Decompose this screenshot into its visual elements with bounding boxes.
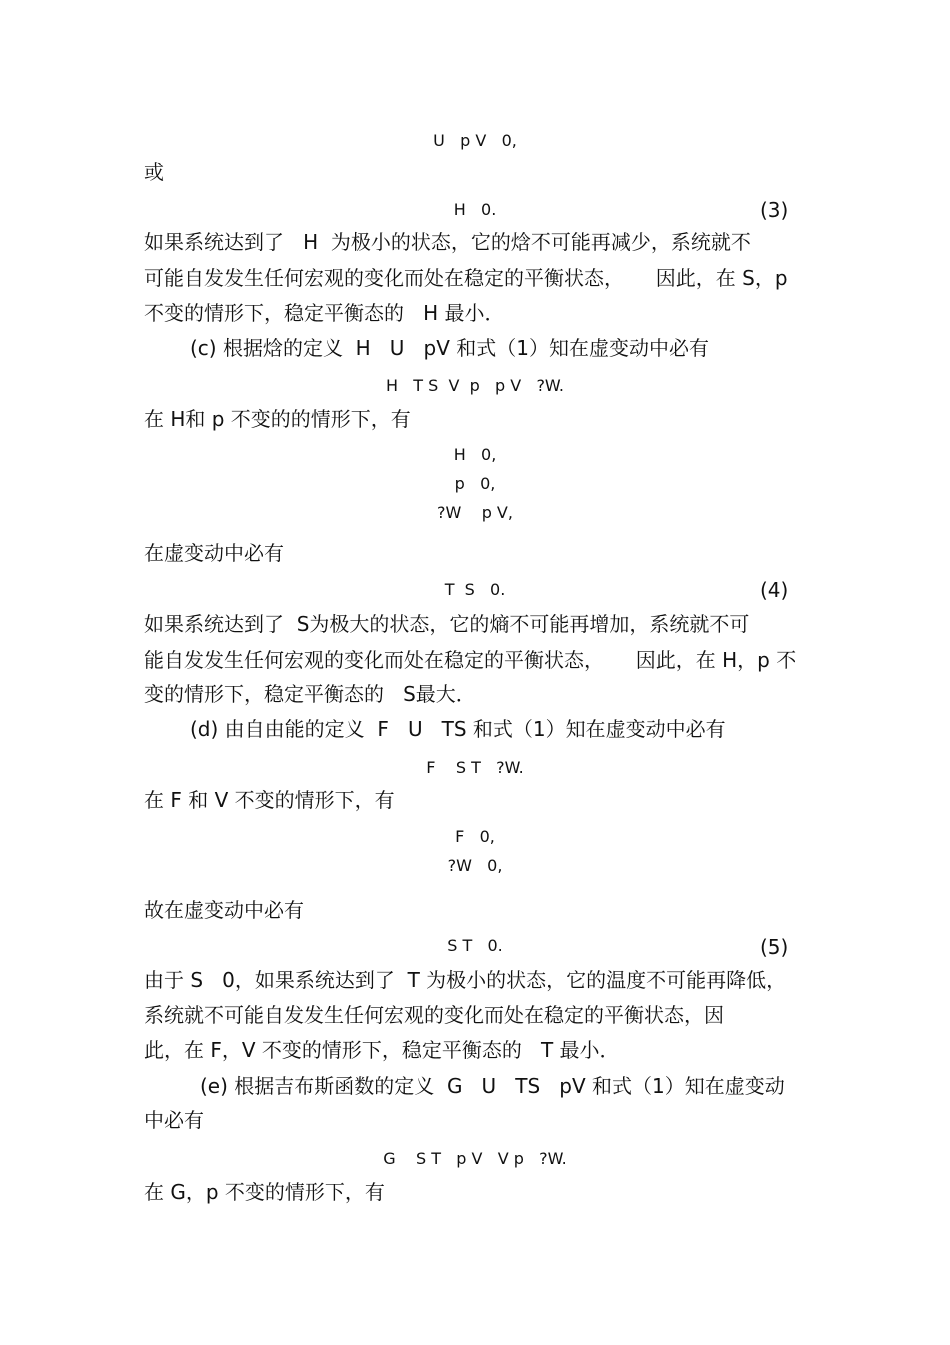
equation-number: (5) [760, 935, 789, 959]
text-line: 在 F 和 V 不变的情形下，有 [144, 788, 395, 812]
text-line: 在 G，p 不变的情形下，有 [144, 1180, 385, 1204]
text-line: 可能自发发生任何宏观的变化而处在稳定的平衡状态， 因此，在 S，p [144, 266, 788, 290]
equation-line: F S T ?W. [426, 758, 524, 777]
text-line: (c) 根据焓的定义 H U pV 和式（1）知在虚变动中必有 [190, 336, 709, 360]
equation-line: T S 0. [444, 580, 506, 599]
text-line: 或 [144, 160, 164, 184]
text-line: 如果系统达到了 H 为极小的状态，它的焓不可能再减少，系统就不 [144, 230, 751, 254]
equation-line: p 0, [454, 474, 496, 493]
equation-line: F 0, [455, 827, 495, 846]
text-line: 系统就不可能自发发生任何宏观的变化而处在稳定的平衡状态，因 [144, 1003, 724, 1027]
equation-line: H 0, [453, 445, 497, 464]
equation-number: (4) [760, 578, 789, 602]
equation-line: U p V 0, [433, 131, 517, 150]
text-line: 变的情形下，稳定平衡态的 S最大． [144, 682, 476, 706]
text-line: (d) 由自由能的定义 F U TS 和式（1）知在虚变动中必有 [190, 717, 726, 741]
equation-line: ?W 0, [447, 856, 503, 875]
equation-number: (3) [760, 198, 789, 222]
text-line: 此，在 F，V 不变的情形下，稳定平衡态的 T 最小． [144, 1038, 620, 1062]
equation-line: ?W p V, [437, 503, 513, 522]
text-line: 在虚变动中必有 [144, 541, 284, 565]
text-line: 在 H和 p 不变的的情形下，有 [144, 407, 411, 431]
text-line: 不变的情形下，稳定平衡态的 H 最小． [144, 301, 505, 325]
equation-line: H T S V p p V ?W. [385, 376, 564, 395]
text-line: 中必有 [144, 1108, 204, 1132]
equation-line: S T 0. [447, 936, 503, 955]
equation-line: G S T p V V p ?W. [383, 1149, 567, 1168]
text-line: 故在虚变动中必有 [144, 898, 304, 922]
text-line: 由于 S 0，如果系统达到了 T 为极小的状态，它的温度不可能再降低， [144, 968, 787, 992]
equation-line: H 0. [453, 200, 497, 219]
text-line: 能自发发生任何宏观的变化而处在稳定的平衡状态， 因此，在 H，p 不 [144, 648, 797, 672]
text-line: (e) 根据吉布斯函数的定义 G U TS pV 和式（1）知在虚变动 [200, 1074, 785, 1098]
text-line: 如果系统达到了 S为极大的状态，它的熵不可能再增加，系统就不可 [144, 612, 750, 636]
